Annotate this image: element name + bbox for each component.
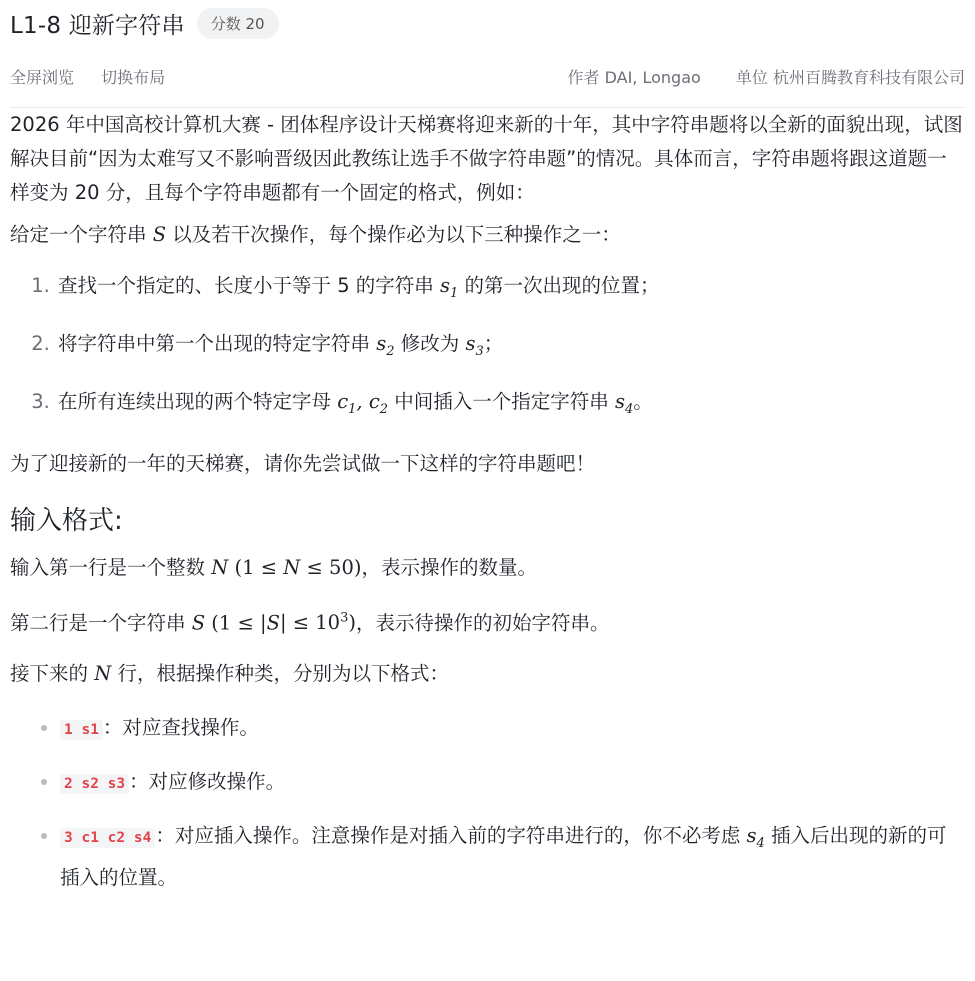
operation-item-insert bbox=[56, 385, 965, 427]
format-item-find bbox=[60, 711, 965, 747]
operation-item-find bbox=[56, 269, 965, 311]
math-N-range: N (1 ≤ N ≤ 50) bbox=[211, 555, 362, 579]
op3-post: 。 bbox=[633, 389, 653, 413]
math-s3 bbox=[465, 331, 484, 359]
input-line-3 bbox=[10, 657, 965, 691]
problem-meta bbox=[537, 65, 965, 88]
input-line-2 bbox=[10, 602, 965, 641]
closing-paragraph: 为了迎接新的一年的天梯赛，请你先尝试做一下这样的字符串题吧！ bbox=[10, 451, 596, 475]
format-item-insert bbox=[60, 819, 965, 895]
format-desc: ：对应查找操作。 bbox=[102, 716, 259, 740]
op1-sub: 1 bbox=[450, 285, 459, 301]
input-line-2-pre: 第二行是一个字符串 bbox=[10, 611, 186, 635]
input-line-1-pre: 输入第一行是一个整数 bbox=[10, 555, 206, 579]
operations-intro bbox=[10, 218, 965, 252]
op3-sub3: 4 bbox=[624, 401, 634, 417]
math-S: S bbox=[152, 223, 167, 246]
operations-intro-pre: 给定一个字符串 bbox=[10, 223, 147, 246]
problem-description bbox=[10, 108, 965, 895]
op2-text: 将字符串中第一个出现的特定字符串 bbox=[58, 331, 371, 355]
op3-var3: s bbox=[614, 389, 625, 413]
op3-text: 在所有连续出现的两个特定字母 bbox=[58, 389, 332, 413]
op2-var2: s bbox=[465, 331, 476, 355]
math-s2 bbox=[376, 331, 395, 359]
op2-sub2: 3 bbox=[475, 343, 484, 359]
op3-mid: 中间插入一个指定字符串 bbox=[394, 389, 609, 413]
op2-mid: 修改为 bbox=[400, 331, 460, 355]
operations-list bbox=[10, 269, 965, 427]
input-line-1 bbox=[10, 551, 965, 585]
input-line-1-post: ，表示操作的数量。 bbox=[361, 555, 537, 579]
math-s1 bbox=[440, 274, 459, 301]
format-desc: ：对应插入操作。注意操作是对插入前的字符串进行的，你不必考虑 bbox=[155, 824, 741, 848]
score-badge: 分数 20 bbox=[197, 8, 279, 39]
op2-var: s bbox=[376, 331, 387, 355]
math-c1-c2: $c_1$, $c_2$ bbox=[337, 389, 389, 417]
op3-sub: 1 bbox=[348, 401, 357, 417]
op1-post: 的第一次出现的位置； bbox=[464, 274, 660, 297]
intro-paragraph: 2026 年中国高校计算机大赛 - 团体程序设计天梯赛将迎来新的十年，其中字符串题将以全新的面貌出现，试图解决目前“因为太难写又不影响晋级因此教练让选手不做字符串题”的情况。具体而言，字符串题将跟这道题一样变为 20 分，且每个字符串题都有一个固定的格式，例如： bbox=[10, 113, 963, 204]
math-N: N bbox=[94, 662, 112, 686]
unit-value: 杭州百腾教育科技有限公司 bbox=[772, 67, 965, 87]
operations-intro-post: 以及若干次操作，每个操作必为以下三种操作之一： bbox=[172, 223, 621, 246]
format-desc: ：对应修改操作。 bbox=[129, 770, 286, 794]
format-desc-post: 插入后出现的新的可插入的位置。 bbox=[60, 824, 947, 890]
op3-sub2: 2 bbox=[379, 401, 389, 417]
unit-label: 单位 bbox=[735, 67, 768, 87]
title-row bbox=[10, 0, 965, 45]
format-item-modify bbox=[60, 765, 965, 801]
fullscreen-button[interactable]: 全屏浏览 bbox=[10, 67, 75, 87]
op2-sub: 2 bbox=[386, 343, 395, 359]
math-s4: $s_4$ bbox=[746, 824, 765, 852]
input-line-3-pre: 接下来的 bbox=[10, 662, 89, 686]
input-format-body bbox=[10, 551, 965, 692]
view-actions bbox=[10, 65, 187, 88]
input-format-heading: 输入格式: bbox=[10, 505, 123, 536]
op2-post: ； bbox=[483, 331, 504, 355]
format-code: 3 c1 c2 s4 bbox=[60, 828, 155, 848]
author-value: DAI, Longao bbox=[604, 67, 701, 87]
op3-var2: c bbox=[368, 389, 380, 413]
format-list bbox=[10, 711, 965, 895]
math-S-range: S $(1 \le |S| \le 10^3)$ bbox=[191, 610, 356, 635]
input-line-3-post: 行，根据操作种类，分别为以下格式： bbox=[117, 662, 449, 686]
op1-var: s bbox=[440, 274, 451, 297]
author-label: 作者 bbox=[567, 67, 600, 87]
switch-layout-button[interactable]: 切换布局 bbox=[101, 67, 166, 87]
operation-item-modify bbox=[56, 327, 965, 369]
unit-info bbox=[736, 68, 965, 87]
input-line-2-post: ，表示待操作的初始字符串。 bbox=[355, 611, 610, 635]
format-code: 2 s2 s3 bbox=[60, 774, 129, 794]
meta-bar bbox=[10, 45, 965, 108]
author-info bbox=[567, 68, 705, 87]
math-s4 bbox=[614, 389, 634, 417]
format-code: 1 s1 bbox=[60, 720, 103, 740]
problem-title: L1-8 迎新字符串 bbox=[10, 12, 185, 39]
op3-var: c bbox=[337, 389, 349, 413]
op1-text: 查找一个指定的、长度小于等于 5 的字符串 bbox=[58, 274, 434, 297]
